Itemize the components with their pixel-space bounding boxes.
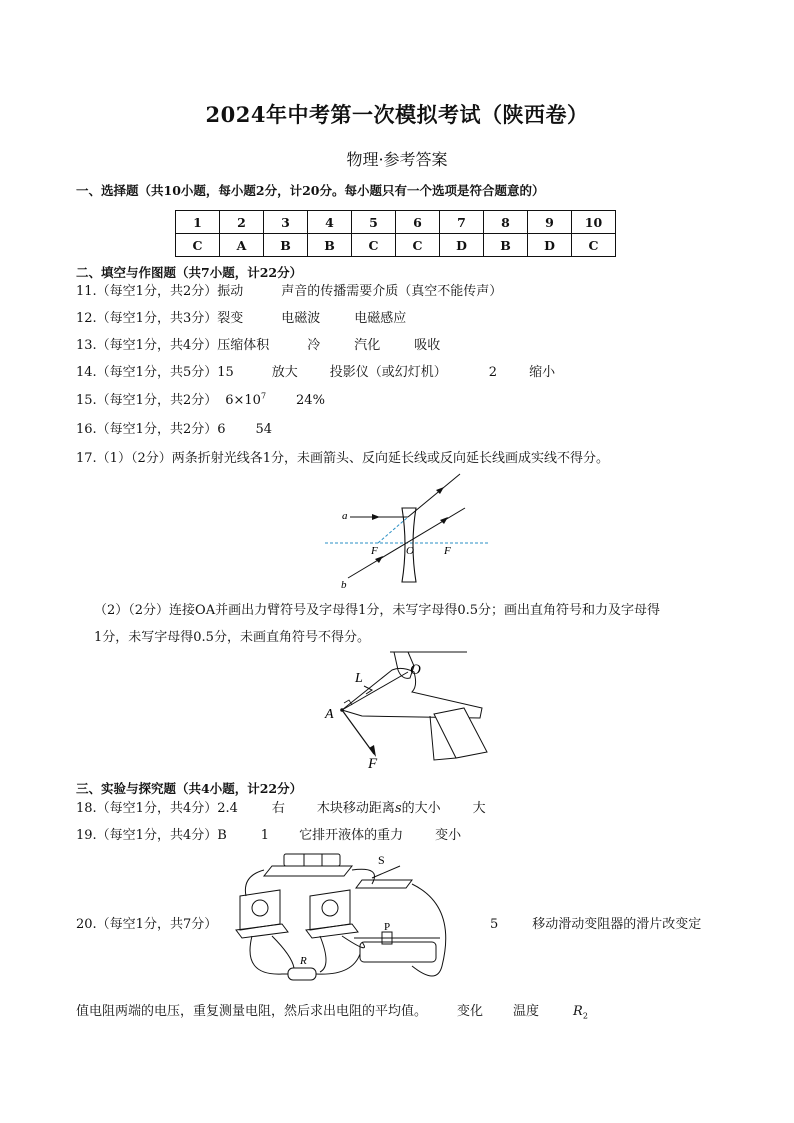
answer-text: 15 xyxy=(217,365,234,380)
label-a: a xyxy=(342,510,348,522)
label-p: P xyxy=(384,921,391,933)
label-s: S xyxy=(378,853,385,867)
question-label: 16.（每空1分，共2分） xyxy=(76,422,218,437)
answer-text: 温度 xyxy=(513,1004,540,1019)
page-title: 2024年中考第一次模拟考试（陕西卷） xyxy=(205,102,589,127)
answer-text: 24% xyxy=(296,393,325,408)
table-cell: 8 xyxy=(484,211,528,234)
question-label: 19.（每空1分，共4分） xyxy=(76,828,218,843)
table-cell: C xyxy=(352,234,396,257)
answer-text: 的大小 xyxy=(401,801,441,816)
ammeter-base xyxy=(236,924,288,938)
question-label: 18.（每空1分，共4分） xyxy=(76,801,218,816)
answer-text: 2 xyxy=(488,365,498,380)
battery-base xyxy=(264,866,352,876)
right-angle-mark xyxy=(344,700,352,705)
concave-lens-diagram xyxy=(320,470,495,590)
answer-text: 放大 xyxy=(271,365,298,380)
table-cell: B xyxy=(264,234,308,257)
answer-text: 右 xyxy=(271,801,285,816)
section-3-heading: 三、实验与探究题（共4小题，计22分） xyxy=(76,781,303,796)
arrow-icon xyxy=(372,514,380,520)
answer-line-17-2-cont: 1分，未写字母得0.5分，未画直角符号不得分。 xyxy=(94,630,370,645)
section-1-heading: 一、选择题（共10小题，每小题2分，计20分。每小题只有一个选项是符合题意的） xyxy=(76,183,545,198)
table-cell: C xyxy=(396,234,440,257)
table-cell: 9 xyxy=(528,211,572,234)
stand-panel xyxy=(434,708,487,758)
answer-text: 缩小 xyxy=(529,365,556,380)
answer-line-14 xyxy=(76,361,555,380)
label-f-right: F xyxy=(444,545,451,557)
answer-text: 吸收 xyxy=(414,338,441,353)
answer-line-20-answers xyxy=(490,913,701,932)
answer-text: 大 xyxy=(472,801,486,816)
answer-text: 电磁感应 xyxy=(354,311,407,326)
answer-text: R xyxy=(573,1004,583,1019)
answer-text: 声音的传播需要介质（真空不能传声） xyxy=(281,284,503,299)
answer-text: 木块移动距离 xyxy=(316,801,395,816)
answer-text: 移动滑动变阻器的滑片改变定 xyxy=(532,917,702,932)
refracted-ray-a xyxy=(408,474,460,517)
answer-line-20 xyxy=(76,913,217,932)
answer-line-18 xyxy=(76,797,486,816)
answer-line-12 xyxy=(76,307,406,326)
circuit-diagram xyxy=(232,846,462,996)
rheostat-coil xyxy=(360,942,436,962)
table-cell: C xyxy=(176,234,220,257)
question-label: 14.（每空1分，共5分） xyxy=(76,365,218,380)
answer-text: 2.4 xyxy=(217,801,238,816)
arrow-icon xyxy=(375,556,383,563)
table-cell: C xyxy=(572,234,616,257)
answer-text: 54 xyxy=(255,422,273,437)
answer-text: 6 xyxy=(217,422,226,437)
lever-diagram xyxy=(322,648,492,770)
answer-text: 变小 xyxy=(435,828,462,843)
exponent: 7 xyxy=(260,391,267,401)
table-row xyxy=(176,234,616,257)
answer-text: 裂变 xyxy=(217,311,244,326)
answer-text: 5 xyxy=(490,917,499,932)
label-f-left: F xyxy=(371,545,378,557)
arrow-icon xyxy=(440,517,448,524)
question-label: 20.（每空1分，共7分） xyxy=(76,917,218,932)
answer-text: 6×10 xyxy=(225,393,261,408)
table-cell: D xyxy=(440,234,484,257)
answer-line-13 xyxy=(76,334,440,353)
variable-s: s xyxy=(394,801,402,816)
answer-text: 电磁波 xyxy=(281,311,321,326)
answer-text: B xyxy=(217,828,227,843)
answer-line-17-2: （2）（2分）连接OA并画出力臂符号及字母得1分，未写字母得0.5分；画出直角符号和力及字母得 xyxy=(94,603,661,618)
question-label: 11.（每空1分，共2分） xyxy=(76,284,218,299)
answer-line-19 xyxy=(76,824,461,843)
table-row xyxy=(176,211,616,234)
answer-table xyxy=(175,210,616,257)
label-r: R xyxy=(300,955,307,967)
table-cell: 5 xyxy=(352,211,396,234)
table-cell: 3 xyxy=(264,211,308,234)
label-o: O xyxy=(410,662,421,678)
voltmeter-base xyxy=(306,924,358,938)
page-subtitle: 物理·参考答案 xyxy=(346,150,448,169)
table-cell: 1 xyxy=(176,211,220,234)
answer-line-17-1: 17.（1）（2分）两条折射光线各1分，未画箭头、反向延长线或反向延长线画成实线不得分。 xyxy=(76,451,609,466)
section-2-heading: 二、填空与作图题（共7小题，计22分） xyxy=(76,265,303,280)
table-cell: 2 xyxy=(220,211,264,234)
answer-line-16 xyxy=(76,418,272,437)
label-a: A xyxy=(325,707,334,722)
answer-text: 汽化 xyxy=(354,338,381,353)
label-o: O xyxy=(406,545,414,557)
answer-text: 它排开液体的重力 xyxy=(299,828,404,843)
table-cell: 10 xyxy=(572,211,616,234)
answer-text: 值电阻两端的电压，重复测量电阻，然后求出电阻的平均值。 xyxy=(76,1004,428,1019)
table-cell: B xyxy=(484,234,528,257)
question-label: 12.（每空1分，共3分） xyxy=(76,311,218,326)
switch-lever xyxy=(372,866,400,878)
answer-line-11 xyxy=(76,280,502,299)
answer-text: 振动 xyxy=(217,284,244,299)
answer-text: 变化 xyxy=(457,1004,484,1019)
answer-text: 冷 xyxy=(307,338,321,353)
answer-line-15 xyxy=(76,389,325,408)
answer-text: 压缩体积 xyxy=(217,338,270,353)
resistor-r xyxy=(288,968,316,980)
answer-text: 投影仪（或幻灯机） xyxy=(329,365,447,380)
label-f: F xyxy=(368,756,378,770)
voltmeter-body xyxy=(310,890,350,930)
question-label: 15.（每空1分，共2分） xyxy=(76,393,218,408)
table-cell: D xyxy=(528,234,572,257)
table-cell: 4 xyxy=(308,211,352,234)
table-cell: B xyxy=(308,234,352,257)
label-b: b xyxy=(341,579,347,590)
label-l: L xyxy=(355,671,363,686)
switch-base xyxy=(356,880,412,888)
answer-text: 1 xyxy=(260,828,270,843)
question-label: 13.（每空1分，共4分） xyxy=(76,338,218,353)
table-cell: 6 xyxy=(396,211,440,234)
table-cell: A xyxy=(220,234,264,257)
table-cell: 7 xyxy=(440,211,484,234)
subscript: 2 xyxy=(582,1011,588,1021)
battery-cell xyxy=(284,854,340,866)
answer-line-20-cont xyxy=(76,1000,588,1021)
